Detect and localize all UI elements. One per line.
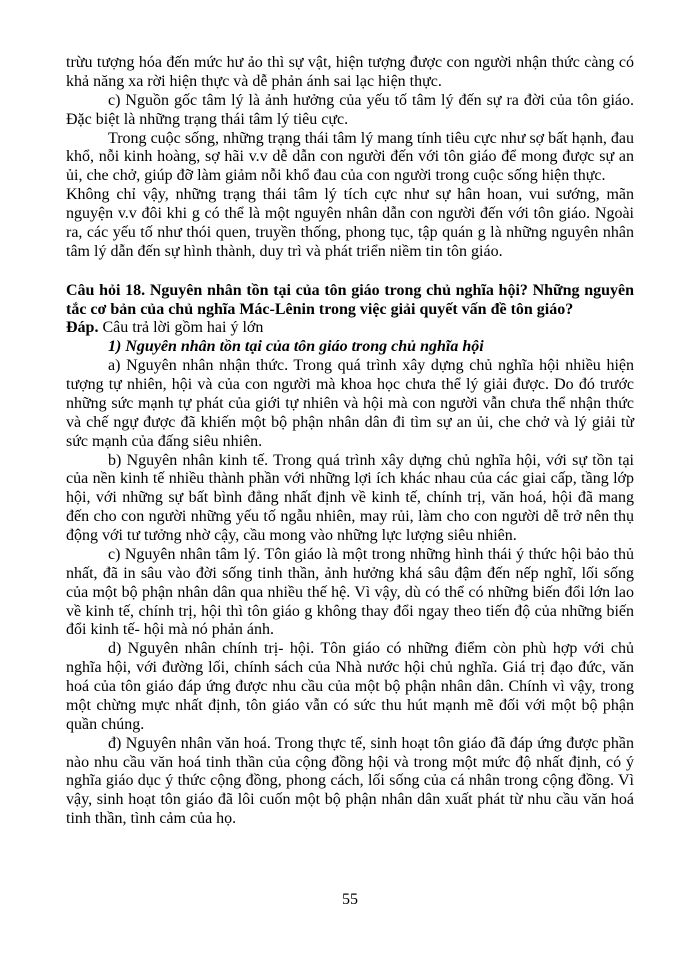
text-segment: d) Nguyên nhân chính trị- hội. Tôn giáo có những điểm còn phù hợp với chủ nghĩa hội, với đường lối, chính sách của Nhà nước hội chủ nghĩa. Giá trị đạo đức, văn hoá của tôn giáo đáp ứng được nhu cầu của một bộ phận nhân dân. Chính vì vậy, trong một chừng mực nhất định, tôn giáo vẫn có sức thu hút mạnh mẽ đối với một bộ phận quần chúng. (66, 640, 634, 733)
paragraph-b-kinh-te (66, 452, 634, 546)
text-segment: Câu hỏi 18. Nguyên nhân tồn tại của tôn giáo trong chủ nghĩa hội? Những nguyên tắc cơ bản của chủ nghĩa Mác-Lênin trong việc giải quyết vấn đề tôn giáo? (66, 281, 634, 318)
paragraph-nguon-goc-tam-ly (66, 92, 634, 130)
paragraph-trong-cuoc-song (66, 130, 634, 187)
text-segment: a) Nguyên nhân nhận thức. Trong quá trình xây dựng chủ nghĩa hội nhiều hiện tượng tự nhiên, hội và của con người mà khoa học chưa thể lý giải được. Do đó trước những sức mạnh tự phát của giới tự nhiên và hội mà con người vẫn chưa thể nhận thức và chế ngự được đã khiến một bộ phận nhân dân đi tìm sự an ủi, che chở và lý giải từ sức mạnh của đấng siêu nhiên. (66, 357, 634, 450)
paragraph-a-nhan-thuc (66, 357, 634, 451)
text-segment: Trong cuộc sống, những trạng thái tâm lý mang tính tiêu cực như sợ bất hạnh, đau khổ, nỗi kinh hoàng, sợ hãi v.v dễ dẫn con người đến với tôn giáo để mong được sự an ủi, che chở, giúp đỡ làm giảm nỗi khổ đau của con người trong cuộc sống hiện thực. (66, 129, 634, 185)
paragraph-d-chinh-tri (66, 640, 634, 734)
answer-intro (66, 319, 634, 338)
text-segment: c) Nguồn gốc tâm lý là ảnh hưởng của yếu tố tâm lý đến sự ra đời của tôn giáo. Đặc biệt là những trạng thái tâm lý tiêu cực. (66, 91, 634, 128)
text-segment: c) Nguyên nhân tâm lý. Tôn giáo là một trong những hình thái ý thức hội bảo thủ nhất, đã in sâu vào đời sống tinh thần, ảnh hưởng khá sâu đậm đến nếp nghĩ, lối sống của một bộ phận nhân dân qua nhiều thế hệ. Vì vậy, dù có thể có những biến đổi lớn lao về kinh tế, chính trị, hội thì tôn giáo g không thay đổi ngay theo tiến độ của những biến đổi kinh tế- hội mà nó phản ánh. (66, 545, 634, 639)
text-segment: Câu trả lời gồm hai ý lớn (98, 319, 264, 337)
page-number: 55 (342, 891, 358, 909)
paragraph-c-tam-ly (66, 546, 634, 640)
text-segment: Không chỉ vậy, những trạng thái tâm lý tích cực như sự hân hoan, vui sướng, mãn nguyện v.v đôi khi g có thể là một nguyên nhân dẫn con người đến với tôn giáo. Ngoài ra, các yếu tố như thói quen, truyền thống, phong tục, tập quán g là những nguyên nhân tâm lý dẫn đến sự hình thành, duy trì và phát triển niềm tin tôn giáo. (66, 186, 634, 260)
paragraph-dd-van-hoa (66, 735, 634, 829)
text-segment: 1) Nguyên nhân tồn tại của tôn giáo trong chủ nghĩa hội (108, 338, 484, 356)
paragraph-continuation (66, 54, 634, 92)
page-content (66, 54, 634, 829)
text-segment: Đáp. (66, 319, 99, 337)
text-segment: trừu tượng hóa đến mức hư ảo thì sự vật, hiện tượng được con người nhận thức càng có khả năng xa rời hiện thực và dễ phản ánh sai lạc hiện thực. (66, 54, 634, 90)
paragraph-khong-chi-vay (66, 186, 634, 262)
text-segment: b) Nguyên nhân kinh tế. Trong quá trình xây dựng chủ nghĩa hội, với sự tồn tại của nền kinh tế nhiều thành phần với những lợi ích khác nhau của các giai cấp, tầng lớp hội, với những sự bất bình đẳng nhất định về kinh tế, chính trị, văn hoá, hội đã mang đến cho con người những yếu tố ngẫu nhiên, may rủi, làm cho con người dễ trở nên thụ động với tư tưởng nhờ cậy, cầu mong vào những lực lượng siêu nhiên. (66, 451, 634, 544)
section-1-heading (66, 338, 634, 357)
text-segment: đ) Nguyên nhân văn hoá. Trong thực tế, sinh hoạt tôn giáo đã đáp ứng được phần nào nhu cầu văn hoá tinh thần của cộng đồng hội và trong một mức độ nhất định, có ý nghĩa giáo dục ý thức cộng đồng, phong cách, lối sống của cá nhân trong cộng đồng. Vì vậy, sinh hoạt tôn giáo đã lôi cuốn một bộ phận nhân dân xuất phát từ nhu cầu văn hoá tinh thần, tình cảm của họ. (66, 734, 634, 828)
question-18-heading (66, 282, 634, 320)
